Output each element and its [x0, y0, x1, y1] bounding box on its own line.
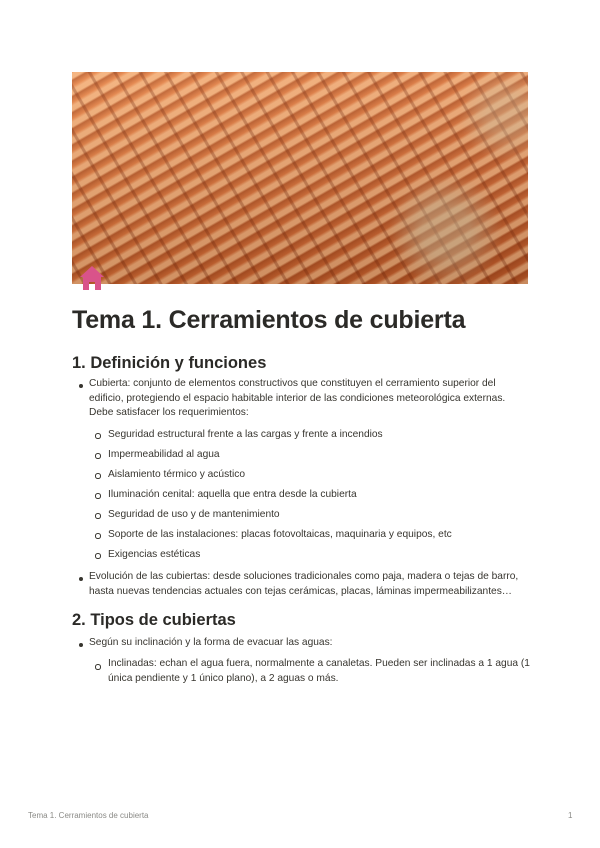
bullet-circle — [95, 513, 101, 519]
cover-image — [72, 72, 528, 284]
bullet-disc — [79, 577, 83, 581]
bullet-circle — [95, 473, 101, 479]
bullet-circle — [95, 533, 101, 539]
section-heading-definicion: 1. Definición y funciones — [72, 354, 267, 372]
list-item: Evolución de las cubiertas: desde soluciones tradicionales como paja, madera o tejas de barro, hasta nuevas tendencias actuales con tejas cerámicas, placas, láminas impermeabilizantes… — [89, 571, 519, 597]
sub-list-item: Iluminación cenital: aquella que entra desde la cubierta — [108, 489, 357, 500]
bullet-circle — [95, 433, 101, 439]
sub-list-item: Seguridad estructural frente a las cargas y frente a incendios — [108, 429, 383, 440]
bullet-circle — [95, 664, 101, 670]
house-icon — [78, 263, 106, 293]
list-item: Según su inclinación y la forma de evacuar las aguas: — [89, 637, 333, 648]
page-number: 1 — [568, 811, 573, 820]
sub-list-item: Seguridad de uso y de mantenimiento — [108, 509, 280, 520]
section-heading-tipos: 2. Tipos de cubiertas — [72, 611, 236, 629]
footer-title: Tema 1. Cerramientos de cubierta — [28, 811, 149, 820]
sub-list-item: Inclinadas: echan el agua fuera, normalmente a canaletas. Pueden ser inclinadas a 1 agua (1 única pendiente y 1 único plano), a 2 aguas o más. — [108, 658, 530, 684]
sub-list-item: Soporte de las instalaciones: placas fotovoltaicas, maquinaria y equipos, etc — [108, 529, 452, 540]
list-item: Cubierta: conjunto de elementos constructivos que constituyen el cerramiento superior del edificio, protegiendo el espacio habitable interior de las condiciones meteorológica externas. Debe satisfacer los requerimientos: — [89, 378, 506, 418]
bullet-circle — [95, 453, 101, 459]
bullet-disc — [79, 384, 83, 388]
bullet-circle — [95, 553, 101, 559]
sub-list-item: Impermeabilidad al agua — [108, 449, 220, 460]
bullet-disc — [79, 643, 83, 647]
bullet-circle — [95, 493, 101, 499]
sub-list-item: Exigencias estéticas — [108, 549, 201, 560]
sub-list-item: Aislamiento térmico y acústico — [108, 469, 246, 480]
page-title: Tema 1. Cerramientos de cubierta — [72, 306, 466, 334]
